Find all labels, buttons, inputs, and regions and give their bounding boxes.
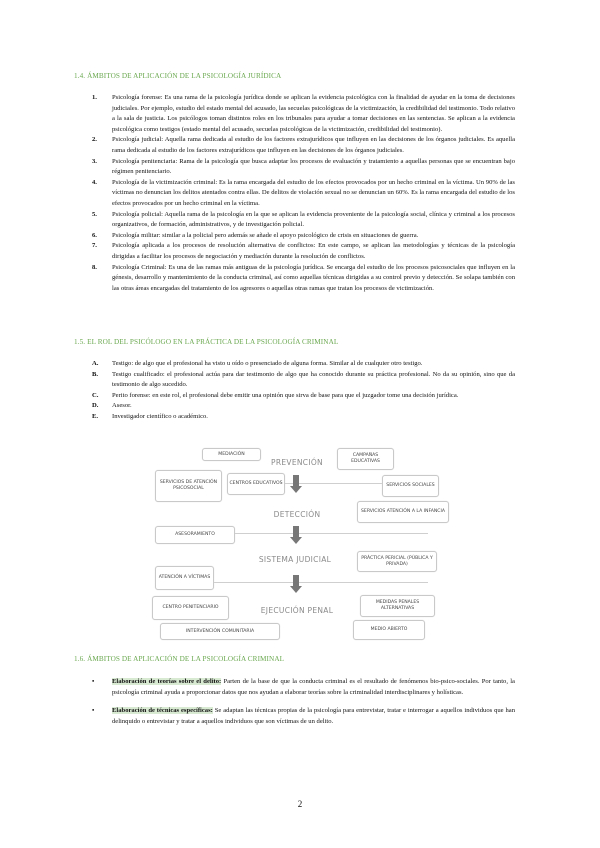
item-number: 1. [92,94,97,101]
item-text: Testigo: de algo que el profesional ha visto u oído o presenciado de alguna forma. Similar al de cualquier otro testigo. [112,360,423,367]
box-centro-penitenciario: CENTRO PENITENCIARIO [152,596,229,620]
list-item [92,263,515,295]
item-number: 3. [92,157,97,165]
item-letter: E. [92,412,99,420]
section-heading: 1.6. ÁMBITOS DE APLICACIÓN DE LA PSICOLOGÍA CRIMINAL [74,655,285,663]
item-text: Investigador científico o académico. [112,412,208,420]
box-practica-pericial: PRÁCTICA PERICIAL (PÚBLICA Y PRIVADA) [357,551,437,572]
list-item [92,359,515,370]
page-number: 2 [297,799,303,809]
box-campanas-educativas: CAMPAÑAS EDUCATIVAS [337,448,394,470]
item-letter: C. [92,391,99,399]
item-text: Testigo cualificado: el profesional actúa para dar testimonio de algo que ha conocido durante su práctica profesional. No da su opinión, sino que da testimonio de algo sucedido. [112,370,515,389]
list-item [92,677,515,698]
item-number: 5. [92,210,97,218]
box-intervencion-comunitaria: INTERVENCIÓN COMUNITARIA [160,623,280,640]
bullet-icon: • [92,707,95,715]
list-item [92,370,515,391]
item-text: Parten de la base de que la conducta criminal es el resultado de fenómenos bio-psico-sociales. Por tanto, la psicología criminal ayuda a proporcionar datos que nos ayudan a elaborar teorías sobre la criminalidad interdisciplinares y holísticas. [112,678,515,696]
section-heading: 1.4. ÁMBITOS DE APLICACIÓN DE LA PSICOLOGÍA JURÍDICA [74,72,282,80]
section-heading: 1.5. EL ROL DEL PSICÓLOGO EN LA PRÁCTICA DE LA PSICOLOGÍA CRIMINAL [74,338,339,346]
connector-line [233,533,428,534]
item-text: Psicología Criminal: Es una de las ramas más antiguas de la psicología jurídica. Se encarga del estudio de los procesos psicosociales que influyen en la génesis, desarrollo y mantenimiento de la conducta criminal, así como aquellas técnicas dirigidas a su control previo y detección. Se solapa también con las otras áreas encargadas del tratamiento de los agresores o aquellas otras ramas que tratan los procesos de victimización. [112,263,515,292]
bullet-icon: • [92,678,95,685]
item-letter: D. [92,402,99,410]
connector-line [212,582,428,583]
box-atencion-psicosocial: SERVICIOS DE ATENCIÓN PSICOSOCIAL [155,470,222,502]
box-servicios-sociales: SERVICIOS SOCIALES [382,475,439,497]
item-title: Elaboración de teorías sobre el delito: [112,678,222,685]
stage-deteccion: DETECCIÓN [273,510,321,519]
item-text: Psicología militar: similar a la policial pero además se añade el apoyo psicológico de crisis en situaciones de guerra. [112,231,419,239]
item-letter: A. [92,360,99,367]
list-item [92,93,515,135]
item-number: 4. [92,178,97,186]
ambitos-criminal-list [92,677,515,735]
box-centros-educativos: CENTROS EDUCATIVOS [227,473,285,495]
item-text: Se adaptan las técnicas propias de la psicología para entrevistar, tratar e interrogar a aquellos individuos que han delinquido o entrevistar y tratar a aquellos individuos que son víctimas de un delito. [112,707,516,725]
list-item [92,231,515,242]
stage-sistema-judicial: SISTEMA JUDICIAL [258,555,332,564]
item-text: Psicología de la victimización criminal: Es la rama encargada del estudio de los efectos provocados por un hecho criminal en la víctima. Un 90% de las víctimas no denuncian los delitos atentados contra ellas. De delitos de violación sexual no se denuncian un 60%. Es la rama encargada del estudio de los efectos provocados por un hecho criminal en la víctima. [112,178,515,207]
list-item [92,210,515,231]
criminal-psychology-diagram [150,440,455,642]
item-text: Psicología aplicada a los procesos de resolución alternativa de conflictos: En este campo, se aplican las metodologías y técnicas de la psicología dirigidas a facilitar los procesos de negociación y mediación durante la resolución de conflictos. [112,242,515,260]
item-text: Perito forense: en este rol, el profesional debe emitir una opinión que sirva de base para que el juzgador tome una decisión jurídica. [112,391,459,399]
box-medidas-penales: MEDIDAS PENALES ALTERNATIVAS [360,595,435,617]
item-number: 2. [92,136,97,144]
rol-psicologo-list [92,359,515,423]
item-text: Psicología forense: Es una rama de la psicología jurídica donde se aplican la evidencia psicológica con la finalidad de ayudar en la toma de decisiones judiciales. Por ejemplo, estudio del estado mental del acusado, las secuelas psicológicas de la victimización, la credibilidad del testimonio. Todo relativo a la sala de justicia. Los psicólogos toman distintos roles en los tribunales para ayudar a tomar decisiones en las sentencias. Se aplican a la evidencia psicológica como testigos (estado mental del acusado, secuelas psicológicas de la victimización, credibilidad del testimonio). [112,94,515,133]
item-number: 8. [92,263,97,271]
box-servicios-infancia: SERVICIOS ATENCIÓN A LA INFANCIA [357,501,449,523]
item-text: Asesor. [112,402,132,410]
box-medio-abierto: MEDIO ABIERTO [353,620,425,640]
stage-prevencion: PREVENCIÓN [271,458,323,467]
list-item [92,412,515,423]
item-text: Psicología judicial: Aquella rama dedicada al estudio de los factores extrajurídicos que influyen en las decisiones de los órganos judiciales. Es aquella rama dedicada al estudio de los factores extrajurídicos que influyen en las decisiones de los órganos judiciales. [112,136,515,154]
stage-ejecucion-penal: EJECUCIÓN PENAL [260,606,334,615]
list-item [92,135,515,156]
item-number: 7. [92,242,97,250]
list-item [92,241,515,262]
list-item [92,178,515,210]
item-letter: B. [92,370,99,378]
list-item [92,401,515,412]
list-item [92,391,515,402]
box-mediacion: MEDIACIÓN [202,448,261,461]
list-item [92,157,515,178]
list-item [92,706,515,727]
item-text: Psicología policial: Aquella rama de la psicología en la que se aplican la evidencia proveniente de la psicología social, clínica y criminal a los procesos organizativos, de formación, administrativos, y de investigación policial. [112,210,515,229]
item-title: Elaboración de técnicas específicas: [112,707,213,715]
item-number: 6. [92,231,97,239]
box-atencion-victimas: ATENCIÓN A VÍCTIMAS [155,566,214,590]
box-asesoramiento: ASESORAMIENTO [155,526,235,544]
psicologia-juridica-list [92,93,515,294]
item-text: Psicología penitenciaria: Rama de la psicología que busca adaptar los procesos de evaluación y tratamiento a aquellas personas que se encuentran bajo régimen penitenciario. [112,157,515,176]
